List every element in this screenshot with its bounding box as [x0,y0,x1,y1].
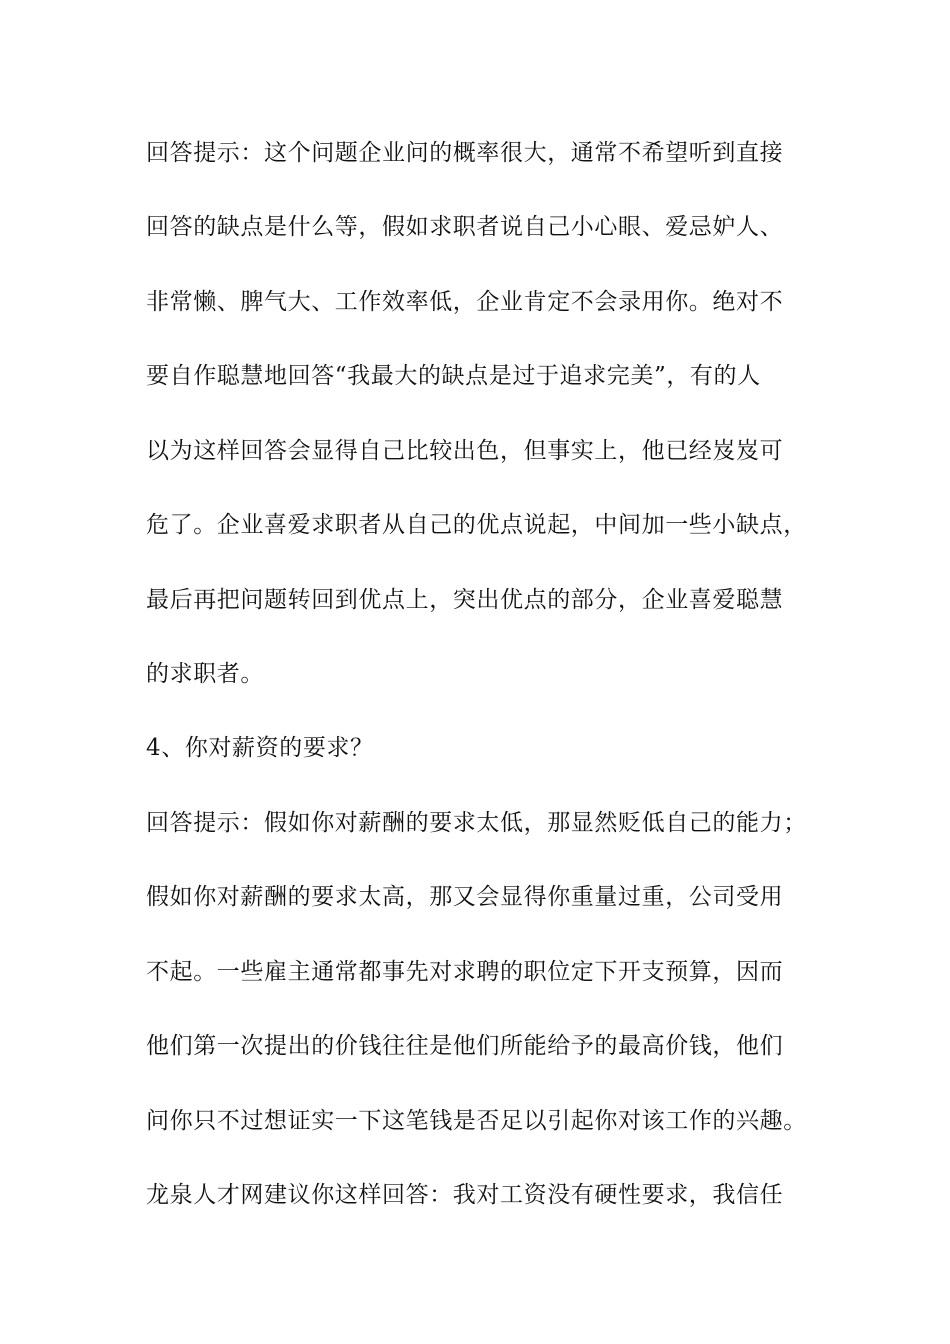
text-line: 回答的缺点是什么等，假如求职者说自己小心眼、爱忌妒人、 [146,214,784,240]
text-line: 以为这样回答会显得自己比较出色，但事实上，他已经岌岌可 [146,438,784,464]
text-line: 要自作聪慧地回答“我最大的缺点是过于追求完美”，有的人 [146,363,761,389]
text-line: 非常懒、脾气大、工作效率低，企业肯定不会录用你。绝对不 [146,289,784,315]
text-line: 问你只不过想证实一下这笔钱是否足以引起你对该工作的兴趣。 [146,1108,807,1134]
text-line: 回答提示：这个问题企业问的概率很大，通常不希望听到直接 [146,140,784,166]
text-line: 最后再把问题转回到优点上，突出优点的部分，企业喜爱聪慧 [146,587,784,613]
text-line: 的求职者。 [146,661,264,687]
section-heading: 4、你对薪资的要求？ [146,735,374,761]
text-line: 假如你对薪酬的要求太高，那又会显得你重量过重，公司受用 [146,884,784,910]
text-line: 他们第一次提出的价钱往往是他们所能给予的最高价钱，他们 [146,1033,784,1059]
text-line: 回答提示：假如你对薪酬的要求太低，那显然贬低自己的能力； [146,810,807,836]
text-line: 不起。一些雇主通常都事先对求聘的职位定下开支预算，因而 [146,959,784,985]
text-line: 龙泉人才网建议你这样回答：我对工资没有硬性要求，我信任 [146,1182,784,1208]
text-line: 危了。企业喜爱求职者从自己的优点说起，中间加一些小缺点， [146,512,807,538]
